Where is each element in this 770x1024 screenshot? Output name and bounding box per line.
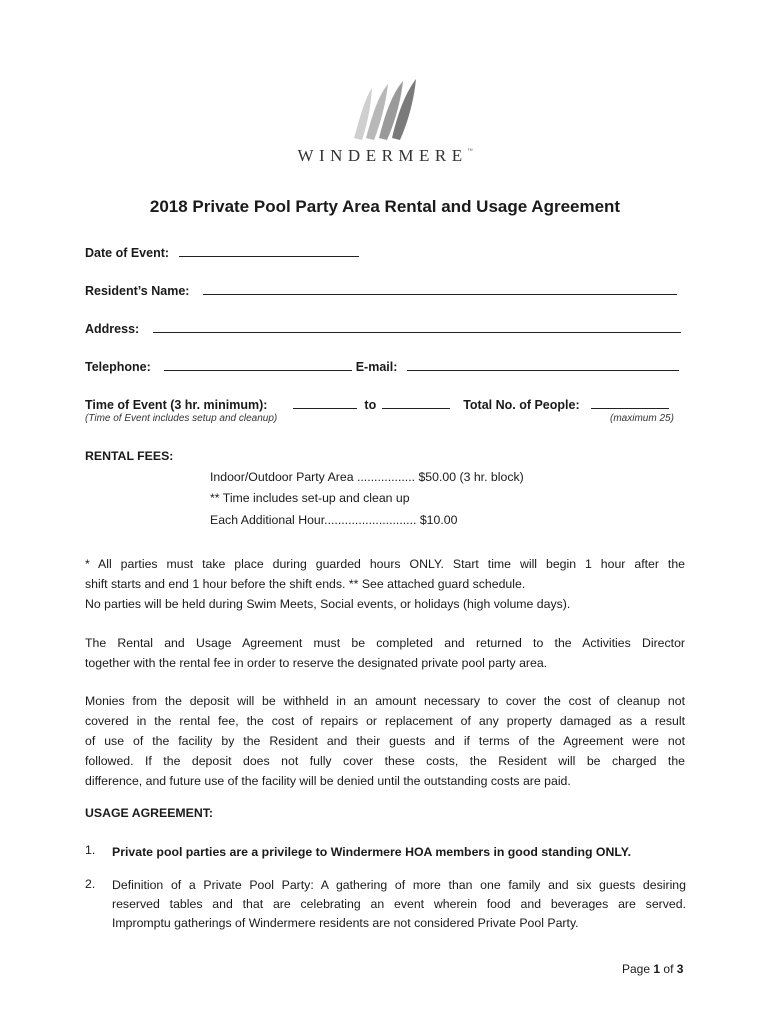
email-label: E-mail: — [355, 360, 398, 374]
date-blank[interactable] — [179, 243, 359, 257]
time-of-event-field — [85, 395, 669, 412]
to-label: to — [364, 398, 377, 412]
windermere-logo-icon — [352, 78, 418, 142]
rental-fees-heading: RENTAL FEES: — [85, 449, 174, 463]
resident-blank[interactable] — [203, 281, 677, 295]
telephone-blank[interactable] — [164, 357, 352, 371]
guard-hours-paragraph: * All parties must take place during guarded hours ONLY. Start time will begin 1 hour after the shift starts and end 1 hour before the shift ends. ** See attached guard schedule. No parties will be held during Swim Meets, Social events, or holidays (high volume days). — [85, 557, 685, 611]
brand-wordmark: WINDERMERE™ — [297, 146, 473, 165]
submission-paragraph: The Rental and Usage Agreement must be completed and returned to the Activities Director together with the rental fee in order to reserve the designated private pool party area. — [85, 636, 685, 670]
list-item-number: 1. — [85, 843, 96, 857]
list-item-number: 2. — [85, 877, 96, 891]
usage-agreement-heading: USAGE AGREEMENT: — [85, 806, 213, 820]
telephone-label: Telephone: — [85, 360, 151, 374]
page-title: 2018 Private Pool Party Area Rental and Usage Agreement — [149, 197, 621, 216]
people-label: Total No. of People: — [463, 398, 580, 412]
date-label: Date of Event: — [85, 246, 170, 260]
telephone-email-field — [85, 357, 679, 374]
resident-label: Resident’s Name: — [85, 284, 190, 298]
fee-line-setup-note: ** Time includes set-up and clean up — [210, 491, 410, 505]
fee-line-additional-hour: Each Additional Hour........................... $10.00 — [210, 513, 458, 527]
fee-line-party-area: Indoor/Outdoor Party Area ................. $50.00 (3 hr. block) — [210, 470, 524, 484]
people-blank[interactable] — [591, 395, 669, 409]
date-of-event-field — [85, 243, 359, 260]
list-item: Definition of a Private Pool Party: A gathering of more than one family and six guests desiring reserved tables and that are celebrating an event wherein food and beverages are served. Impromptu gatherings of Windermere residents are not considered Private Pool Party. — [112, 878, 686, 930]
list-item: Private pool parties are a privilege to Windermere HOA members in good standing ONLY. — [112, 845, 631, 859]
page-number: Page 1 of 3 — [622, 962, 684, 976]
time-note: (Time of Event includes setup and cleanup) — [85, 413, 278, 424]
time-start-blank[interactable] — [293, 395, 357, 409]
address-label: Address: — [85, 322, 140, 336]
address-blank[interactable] — [153, 319, 681, 333]
people-note: (maximum 25) — [610, 413, 674, 424]
time-label: Time of Event (3 hr. minimum): — [85, 398, 268, 412]
resident-name-field — [85, 281, 677, 298]
email-blank[interactable] — [407, 357, 679, 371]
time-end-blank[interactable] — [382, 395, 450, 409]
address-field — [85, 319, 681, 336]
deposit-paragraph: Monies from the deposit will be withheld in an amount necessary to cover the cost of cleanup not covered in the rental fee, the cost of repairs or replacement of any property damaged as a result of use of the facility by the Resident and their guests and if terms of the Agreement were not followed. If the deposit does not fully cover these costs, the Resident will be charged the difference, and future use of the facility will be denied until the outstanding costs are paid. — [85, 694, 685, 788]
